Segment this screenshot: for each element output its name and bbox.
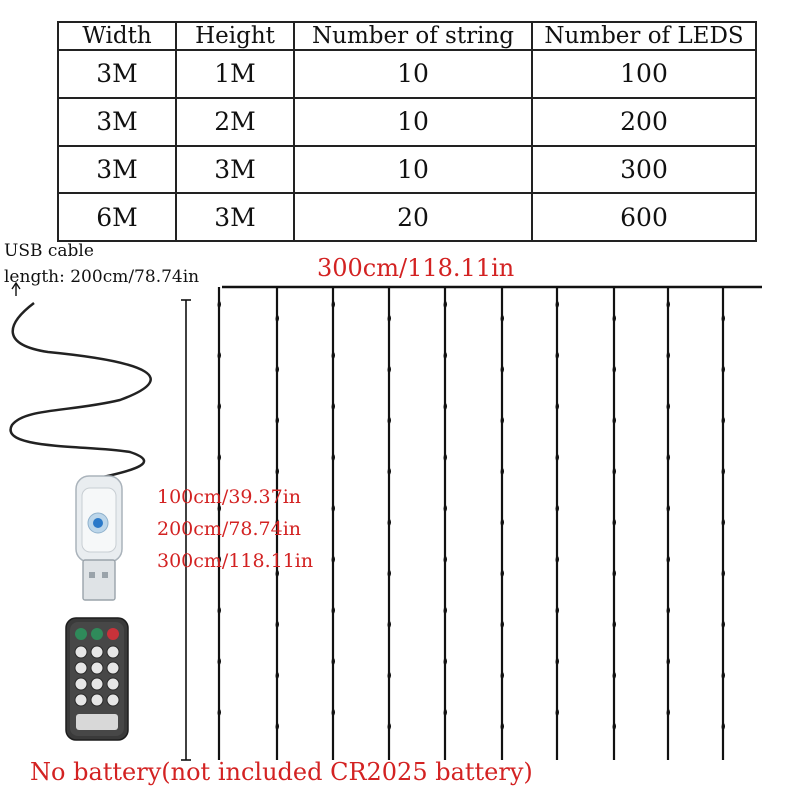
- height-label-3m: 300cm/118.11in: [157, 550, 314, 572]
- cell-strings: 10: [294, 50, 532, 98]
- header-width: Width: [58, 22, 176, 50]
- usb-label-line1: USB cable: [4, 241, 94, 261]
- cell-strings: 10: [294, 146, 532, 194]
- height-dimension-labels: [157, 481, 313, 577]
- cell-width: 3M: [58, 98, 176, 146]
- usb-cable: [11, 303, 151, 480]
- height-label-2m: 200cm/78.74in: [157, 518, 302, 540]
- usb-cable-length-label: [4, 238, 199, 290]
- cell-width: 6M: [58, 193, 176, 241]
- battery-note: No battery(not included CR2025 battery): [30, 758, 533, 786]
- cell-height: 3M: [176, 193, 294, 241]
- header-number-of-string: Number of string: [294, 22, 532, 50]
- header-height: Height: [176, 22, 294, 50]
- header-number-of-leds: Number of LEDS: [532, 22, 756, 50]
- cell-width: 3M: [58, 50, 176, 98]
- cell-leds: 100: [532, 50, 756, 98]
- width-dimension-label: 300cm/118.11in: [317, 254, 515, 282]
- cell-leds: 300: [532, 146, 756, 194]
- remote-control-icon: [66, 618, 128, 740]
- cell-height: 2M: [176, 98, 294, 146]
- cell-height: 3M: [176, 146, 294, 194]
- cell-strings: 20: [294, 193, 532, 241]
- cell-width: 3M: [58, 146, 176, 194]
- cell-strings: 10: [294, 98, 532, 146]
- cell-leds: 200: [532, 98, 756, 146]
- usb-controller-icon: [76, 476, 122, 600]
- height-label-1m: 100cm/39.37in: [157, 486, 302, 508]
- cell-height: 1M: [176, 50, 294, 98]
- usb-label-line2: length: 200cm/78.74in: [4, 267, 200, 287]
- cell-leds: 600: [532, 193, 756, 241]
